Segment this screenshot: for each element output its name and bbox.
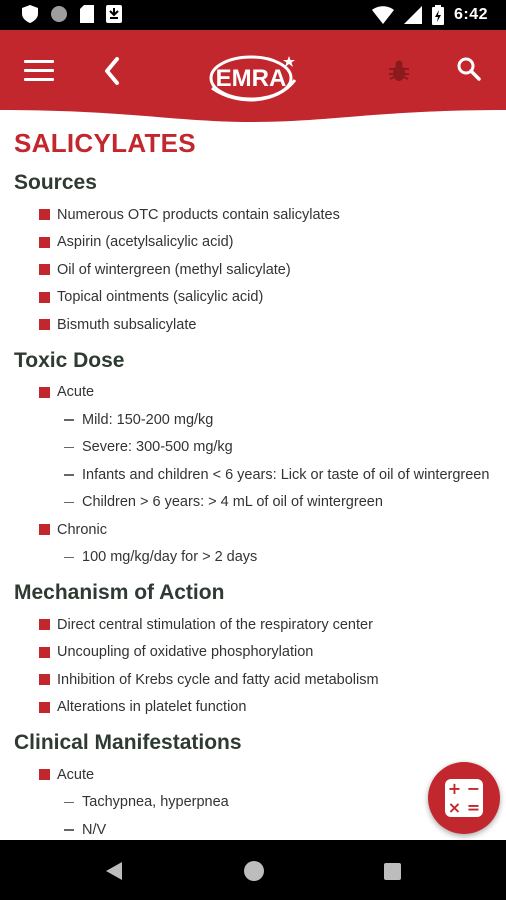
list-item (14, 229, 506, 257)
bullet-square-icon (39, 209, 50, 220)
sub-list-item (14, 406, 506, 434)
status-time: 6:42 (453, 6, 488, 23)
bullet-square-icon (39, 769, 50, 780)
status-bar (0, 0, 506, 30)
sub-list-item-text: Children > 6 years: > 4 mL of oil of wintergreen (82, 494, 383, 511)
dash-icon (64, 802, 74, 804)
emra-logo (207, 50, 299, 106)
status-right-icons (372, 5, 488, 25)
battery-icon (432, 5, 444, 25)
times-glyph: × (447, 798, 462, 817)
section-heading-mechanism-of-action: Mechanism of Action (14, 581, 225, 604)
bullet-square-icon (39, 619, 50, 630)
bullet-square-icon (39, 319, 50, 330)
list-item-text: Bismuth subsalicylate (57, 316, 197, 333)
list-item-text: Acute (57, 766, 95, 783)
wifi-icon (372, 6, 394, 24)
bullet-square-icon (39, 264, 50, 275)
status-left-icons (22, 5, 122, 23)
shield-icon (22, 5, 38, 23)
section-heading-clinical-manifestations: Clinical Manifestations (14, 731, 242, 754)
back-button[interactable] (100, 56, 124, 86)
sub-list-item (14, 816, 506, 840)
logo-text: EMRA (215, 65, 287, 92)
download-icon (106, 5, 122, 23)
nav-back-icon (106, 862, 122, 880)
dash-icon (64, 502, 74, 504)
menu-button[interactable] (24, 60, 54, 82)
dash-icon (64, 829, 74, 831)
content-area[interactable] (0, 122, 506, 840)
bullet-square-icon (39, 674, 50, 685)
signal-icon (404, 6, 422, 24)
list-item (14, 256, 506, 284)
sub-list-item-text: N/V (82, 821, 107, 838)
bullet-square-icon (39, 702, 50, 713)
list-item-text: Inhibition of Krebs cycle and fatty acid metabolism (57, 671, 379, 688)
list-item-text: Acute (57, 384, 95, 401)
list-item (14, 516, 506, 544)
search-icon (455, 55, 483, 83)
list-item-text: Oil of wintergreen (methyl salicylate) (57, 261, 291, 278)
nav-home-icon[interactable] (244, 861, 264, 881)
list-item-text: Aspirin (acetylsalicylic acid) (57, 234, 234, 251)
sub-list-item (14, 489, 506, 517)
list-item (14, 666, 506, 694)
menu-icon-bar (24, 69, 54, 72)
sub-list-item (14, 434, 506, 462)
sub-list-item-text: Mild: 150-200 mg/kg (82, 411, 214, 428)
list-item (14, 311, 506, 339)
list-item-text: Uncoupling of oxidative phosphorylation (57, 644, 314, 661)
list-item-text: Direct central stimulation of the respiratory center (57, 616, 373, 633)
minus-glyph: − (466, 779, 481, 798)
sub-list-item-text: Tachypnea, hyperpnea (82, 794, 229, 811)
search-button[interactable] (455, 55, 483, 83)
nav-recents-icon[interactable] (384, 863, 401, 880)
list-item (14, 201, 506, 229)
dash-icon (64, 419, 74, 421)
bullet-square-icon (39, 237, 50, 248)
list-item (14, 611, 506, 639)
bullet-square-icon (39, 524, 50, 535)
list-item-text: Chronic (57, 521, 107, 538)
bug-icon (386, 58, 412, 84)
sub-list-item-text: 100 mg/kg/day for > 2 days (82, 549, 258, 566)
dash-icon (64, 447, 74, 449)
section-heading-sources: Sources (14, 171, 97, 194)
sub-list-item-text: Infants and children < 6 years: Lick or taste of oil of wintergreen (82, 466, 490, 483)
sub-list-item (14, 461, 506, 489)
sd-card-icon (80, 5, 94, 23)
list-item (14, 284, 506, 312)
list-item-text: Numerous OTC products contain salicylates (57, 206, 340, 223)
calculator-icon (445, 779, 483, 817)
list-item (14, 379, 506, 407)
menu-icon-bar (24, 60, 54, 63)
dash-icon (64, 557, 74, 559)
menu-icon-bar (24, 78, 54, 81)
plus-glyph: + (447, 779, 462, 798)
section-heading-toxic-dose: Toxic Dose (14, 348, 125, 372)
page-title: SALICYLATES (14, 128, 196, 158)
back-icon (100, 56, 124, 86)
list-item-text: Topical ointments (salicylic acid) (57, 289, 264, 306)
nav-back-button[interactable] (106, 862, 122, 880)
equals-glyph: = (466, 798, 481, 817)
bullet-square-icon (39, 387, 50, 398)
record-icon (50, 5, 68, 23)
bullet-square-icon (39, 647, 50, 658)
sub-list-item (14, 544, 506, 572)
bullet-square-icon (39, 292, 50, 303)
list-item-text: Alterations in platelet function (57, 699, 247, 716)
list-item (14, 694, 506, 722)
dash-icon (64, 474, 74, 476)
sub-list-item-text: Severe: 300-500 mg/kg (82, 439, 233, 456)
calculator-fab-button[interactable] (428, 762, 500, 834)
list-item (14, 639, 506, 667)
report-bug-button[interactable] (386, 58, 412, 84)
app-bar-curve (0, 108, 506, 122)
